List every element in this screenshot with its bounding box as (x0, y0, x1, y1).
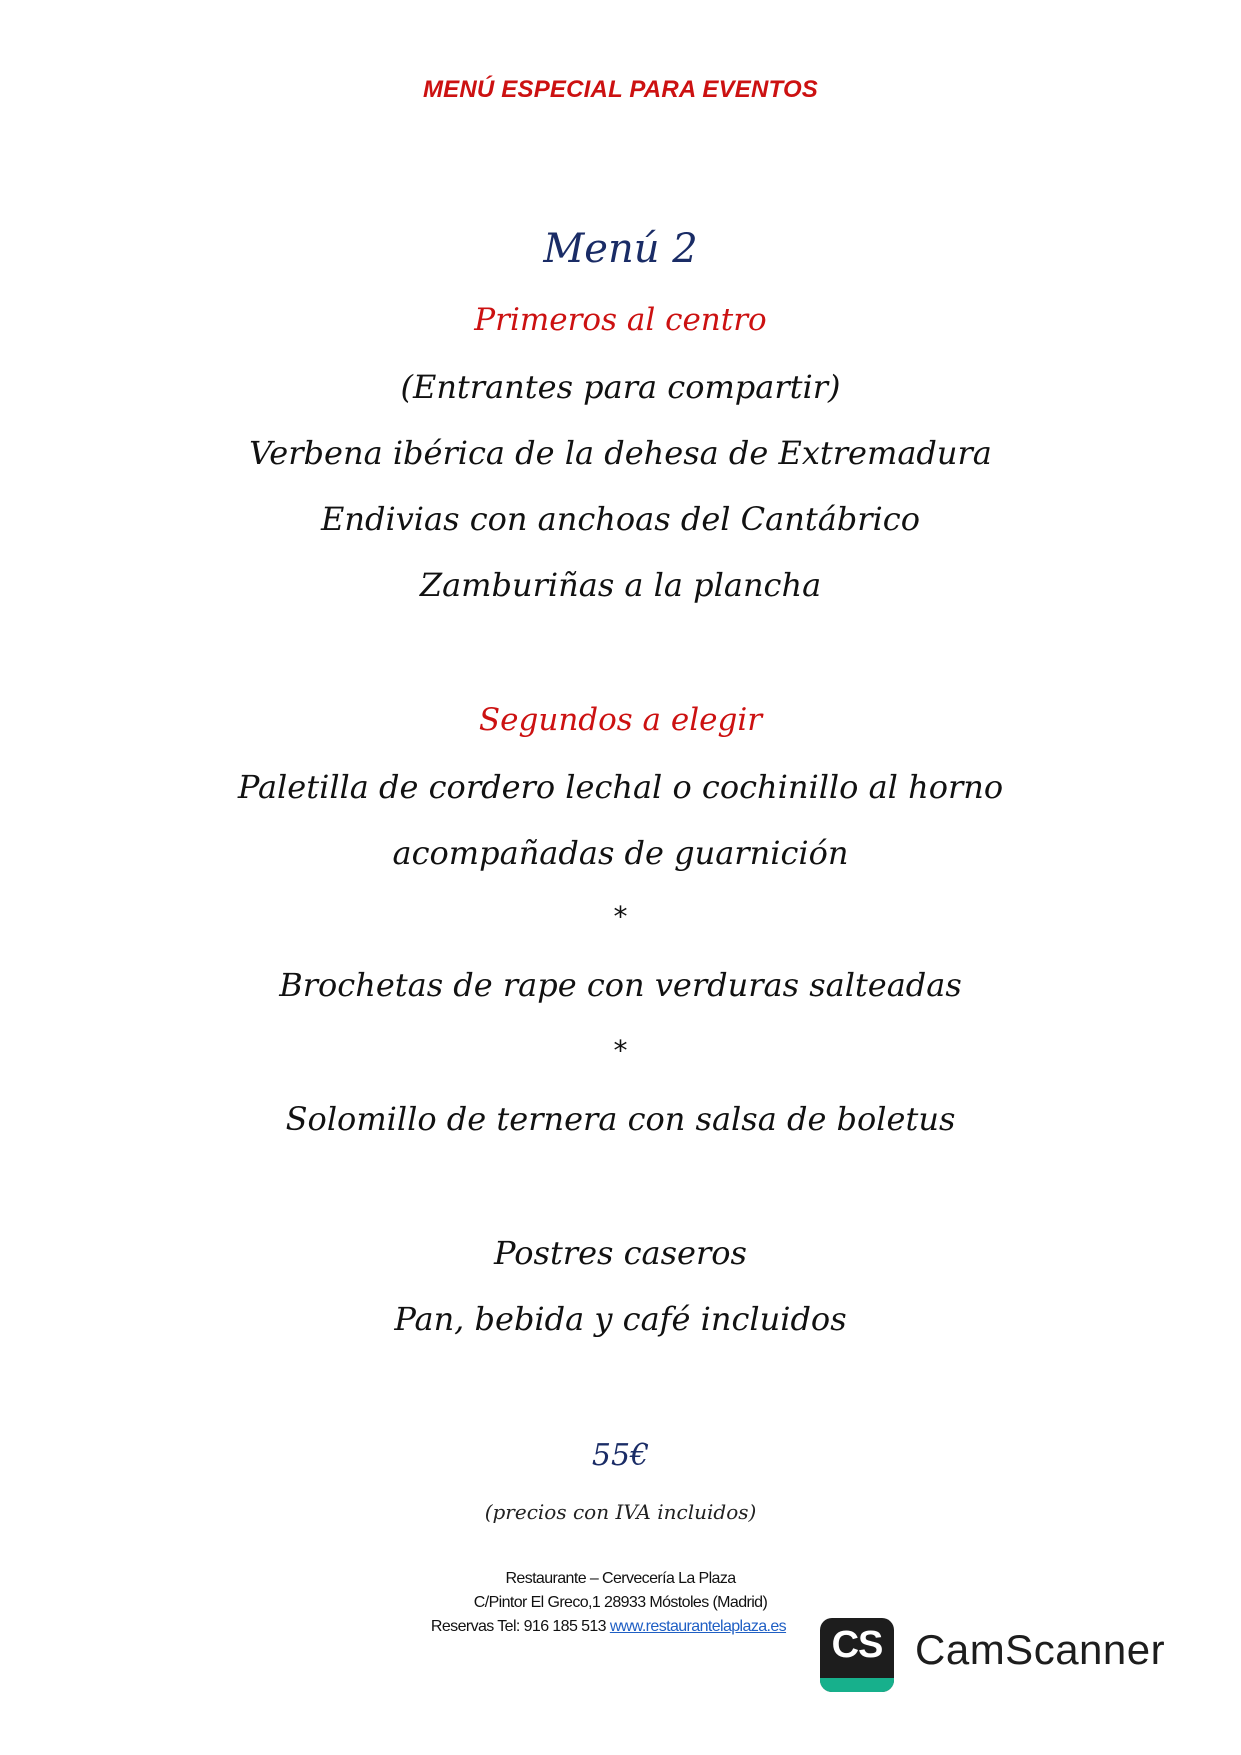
restaurant-address: C/Pintor El Greco,1 28933 Móstoles (Madrid) (473, 1594, 768, 1611)
second-course-heading: Segundos a elegir (478, 702, 763, 738)
vat-note: (precios con IVA incluidos) (484, 1500, 757, 1524)
first-course-note: (Entrantes para compartir) (400, 368, 841, 406)
event-menu-header: MENÚ ESPECIAL PARA EVENTOS (422, 76, 819, 103)
menu-item: Solomillo de ternera con salsa de boletus (285, 1100, 956, 1138)
menu-item: acompañadas de guarnición (392, 834, 849, 872)
separator-asterisk: * (613, 1034, 628, 1067)
restaurant-name: Restaurante – Cervecería La Plaza (505, 1570, 736, 1587)
menu-item: Paletilla de cordero lechal o cochinillo al horno (237, 768, 1004, 806)
camscanner-logo-bar (820, 1678, 894, 1692)
camscanner-name: CamScanner (915, 1626, 1166, 1673)
menu-item: Verbena ibérica de la dehesa de Extremadura (249, 434, 992, 472)
first-course-heading: Primeros al centro (474, 302, 767, 338)
reservations-phone: Reservas Tel: 916 185 513 (430, 1618, 606, 1635)
menu-item: Endivias con anchoas del Cantábrico (321, 500, 920, 538)
menu-title: Menú 2 (543, 226, 698, 272)
camscanner-logo-text: CS (831, 1624, 883, 1666)
camscanner-logo (820, 1618, 894, 1692)
menu-item: Zamburiñas a la plancha (419, 566, 822, 604)
menu-item: Brochetas de rape con verduras salteadas (279, 966, 962, 1004)
menu-price: 55€ (591, 1438, 650, 1473)
website-link[interactable]: www.restaurantelaplaza.es (609, 1618, 787, 1635)
extras-item: Pan, bebida y café incluidos (394, 1300, 847, 1338)
separator-asterisk: * (613, 900, 628, 933)
extras-item: Postres caseros (494, 1234, 747, 1272)
